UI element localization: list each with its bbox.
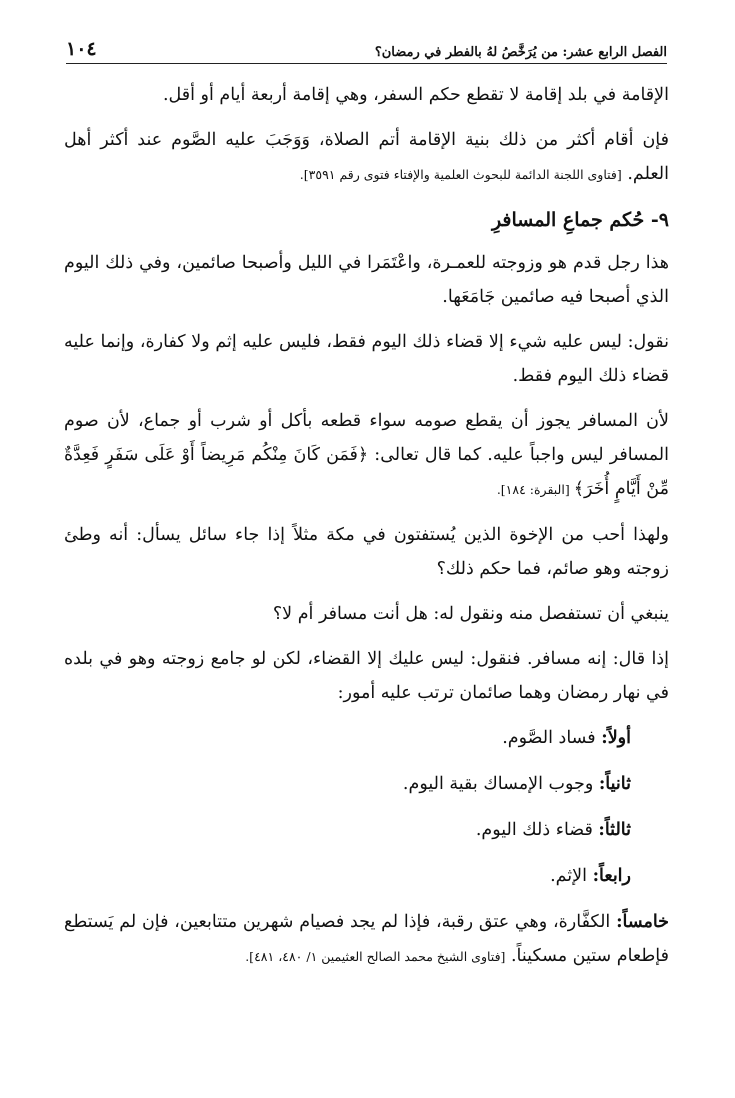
paragraph-6: ولهذا أحب من الإخوة الذين يُستفتون في مكة مثلاً إذا جاء سائل يسأل: أنه وطئ زوجته وهو صائم، فما حكم ذلك؟ [64, 525, 669, 579]
paragraph-9-text: الكفَّارة، وهي عتق رقبة، فإذا لم يجد فصيام شهرين متتابعين، فإن لم يَستطع فإطعام ستين مسكيناً. [64, 912, 669, 966]
running-head: الفصل الرابع عشر: من يُرَخَّصُ لهُ بالفطر في رمضان؟ [374, 45, 667, 60]
section-heading: ٩- حُكم جماعِ المسافرِ [491, 209, 669, 231]
list-item-label: ثانياً: [598, 774, 631, 794]
paragraph-7: ينبغي أن تستفصل منه ونقول له: هل أنت مسافر أم لا؟ [272, 604, 669, 624]
list-item-text: وجوب الإمساك بقية اليوم. [402, 774, 599, 794]
fatwa-citation: [فتاوى اللجنة الدائمة للبحوث العلمية والإفتاء فتوى رقم ٣٥٩١]. [299, 167, 622, 182]
paragraph-1: الإقامة في بلد إقامة لا تقطع حكم السفر، وهي إقامة أربعة أيام أو أقل. [162, 85, 669, 105]
paragraph-5 [64, 404, 669, 507]
paragraph-2 [64, 123, 669, 192]
list-item-label: ثالثاً: [598, 820, 631, 840]
page-number: ١٠٤ [66, 38, 97, 60]
list-item-label: أولاً: [601, 728, 631, 748]
list-item-label: رابعاً: [592, 866, 631, 886]
list-item-text: الإثم. [550, 866, 593, 886]
body-text [64, 78, 669, 985]
paragraph-9-label: خامساً: [616, 912, 669, 932]
list-item [64, 721, 669, 755]
paragraph-5-text: لأن المسافر يجوز أن يقطع صومه سواء قطعه بأكل أو شرب أو جماع، لأن صوم المسافر ليس واجباً عليه. كما قال تعالى: [64, 411, 670, 465]
list-item [64, 859, 669, 893]
paragraph-8: إذا قال: إنه مسافر. فنقول: ليس عليك إلا القضاء، لكن لو جامع زوجته وهو في بلده في نهار رمضان وهما صائمان ترتب عليه أمور: [64, 649, 669, 703]
paragraph-2-text: فإن أقام أكثر من ذلك بنية الإقامة أتم الصلاة، وَوَجَبَ عليه الصَّوم عند أكثر أهل العلم. [64, 130, 669, 184]
list-item [64, 767, 669, 801]
quran-verse: ﴿فَمَن كَانَ مِنْكُم مَرِيضاً أَوْ عَلَى سَفَرٍ فَعِدَّةٌ مِّنْ أَيَّامٍ أُخَرَ﴾ [64, 445, 669, 499]
paragraph-9 [64, 905, 669, 974]
paragraph-4: نقول: ليس عليه شيء إلا قضاء ذلك اليوم فقط، فليس عليه إثم ولا كفارة، وإنما عليه قضاء ذلك اليوم فقط. [64, 332, 669, 386]
header-divider [66, 63, 667, 64]
list-item-text: فساد الصَّوم. [502, 728, 602, 748]
verse-citation: [البقرة: ١٨٤]. [496, 482, 574, 497]
fatwa-citation-2: [فتاوى الشيخ محمد الصالح العثيمين ١/ ٤٨٠، ٤٨١]. [245, 949, 506, 964]
list-item-text: قضاء ذلك اليوم. [475, 820, 599, 840]
paragraph-3: هذا رجل قدم هو وزوجته للعمـرة، واعْتَمَرا في الليل وأصبحا صائمين، وفي ذلك اليوم الذي أصبحا فيه صائمين جَامَعَها. [64, 253, 669, 307]
page-header [66, 34, 667, 60]
list-item [64, 813, 669, 847]
